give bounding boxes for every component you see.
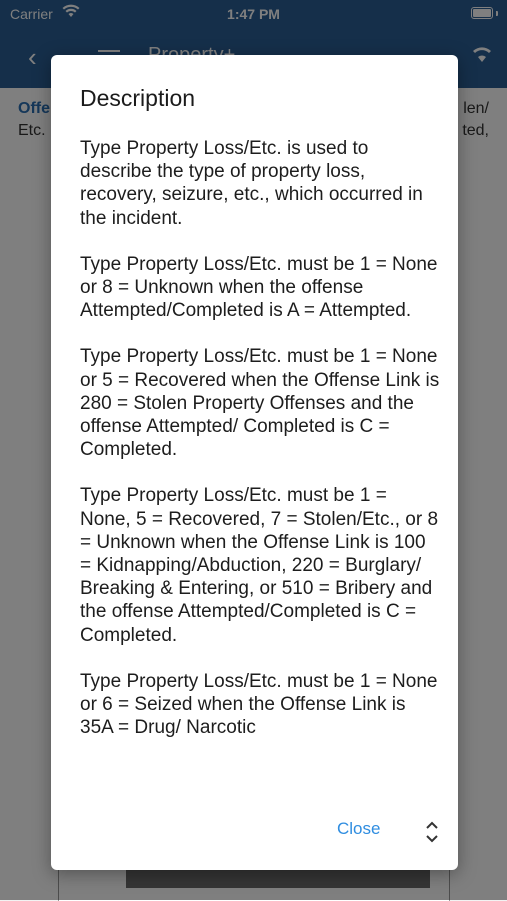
dialog-body[interactable]	[80, 137, 440, 845]
description-dialog	[51, 55, 458, 870]
scroll-chevrons-icon[interactable]	[425, 819, 439, 845]
description-paragraph: Type Property Loss/Etc. is used to describe the type of property loss, recovery, seizure, etc., which occurred in the incident.	[80, 138, 423, 229]
description-paragraph: Type Property Loss/Etc. must be 1 = None or 5 = Recovered when the Offense Link is 280 = Stolen Property Offenses and the offense Attempted/ Completed is C = Completed.	[80, 346, 440, 461]
description-paragraph: Type Property Loss/Etc. must be 1 = None or 6 = Seized when the Offense Link is 35A = Drug/ Narcotic	[80, 670, 438, 739]
description-paragraph: Type Property Loss/Etc. must be 1 = None or 8 = Unknown when the offense Attempted/Completed is A = Attempted.	[80, 253, 438, 322]
scroll-fade	[51, 755, 458, 800]
description-paragraph: Type Property Loss/Etc. must be 1 = None, 5 = Recovered, 7 = Stolen/Etc., or 8 = Unknown when the Offense Link is 100 = Kidnapping/Abduction, 220 = Burglary/ Breaking & Entering, or 510 = Bribery and the offense Attempted/Completed is C = Completed.	[80, 485, 439, 646]
close-button[interactable]: Close	[337, 819, 381, 838]
dialog-title: Description	[80, 85, 196, 111]
